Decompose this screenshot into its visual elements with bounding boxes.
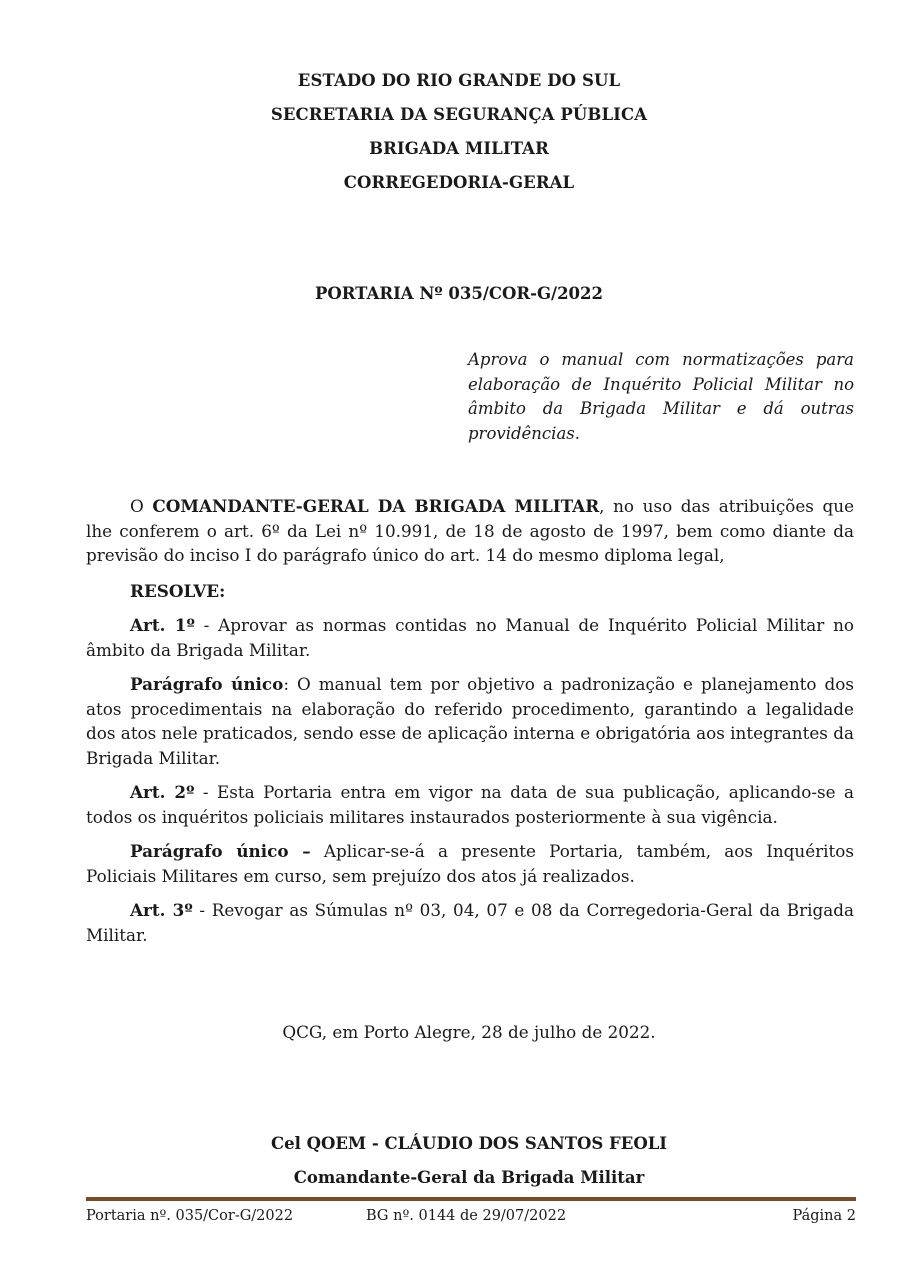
article-text: : O manual tem por objetivo a padronização e planejamento dos atos procedimentais na elaboração do referido procedimento, garantindo a legalidade dos atos nele praticados, sendo esse de aplicação interna e obrigatória aos integrantes da Brigada Militar. [86,674,854,768]
article-text: - Aprovar as normas contidas no Manual de Inquérito Policial Militar no âmbito da Brigada Militar. [86,615,854,660]
letterhead [0,64,918,200]
article-label: Parágrafo único [130,674,284,694]
resolve-paragraph [86,579,854,604]
signature-block [0,1127,918,1195]
preamble-text: , no uso das atribuições que lhe conferem o art. 6º da Lei nº 10.991, de 18 de agosto de 1997, bem como diante da previsão do inciso I do parágrafo único do art. 14 do mesmo diploma legal, [86,496,854,565]
article-paragraph [86,780,854,829]
article-paragraph [86,613,854,662]
article-paragraph [86,898,854,947]
article-label: Art. 2º [130,782,195,802]
signatory-role: Comandante-Geral da Brigada Militar [293,1168,645,1187]
preamble-authority: COMANDANTE-GERAL DA BRIGADA MILITAR [152,496,600,516]
resolve-heading: RESOLVE: [130,580,226,601]
article-paragraph [86,839,854,888]
footer-bulletin-ref: BG nº. 0144 de 29/07/2022 [366,1208,567,1224]
letterhead-organization: BRIGADA MILITAR [369,139,549,158]
signatory-name: Cel QOEM - CLÁUDIO DOS SANTOS FEOLI [270,1134,668,1153]
article-text: - Revogar as Súmulas nº 03, 04, 07 e 08 da Corregedoria-Geral da Brigada Militar. [86,900,855,945]
footer-page-number: Página 2 [792,1208,856,1224]
article-text: - Esta Portaria entra em vigor na data de sua publicação, aplicando-se a todos os inquéritos policiais militares instaurados posteriormente à sua vigência. [86,782,854,827]
document-title: PORTARIA Nº 035/COR-G/2022 [314,284,603,303]
article-label: Art. 3º [130,900,193,920]
preamble-paragraph [86,494,854,568]
footer-document-ref: Portaria nº. 035/Cor-G/2022 [86,1208,294,1224]
footer-divider [86,1197,856,1201]
article-label: Art. 1º [130,615,195,635]
article-text: Aplicar-se-á a presente Portaria, também, aos Inquéritos Policiais Militares em curso, sem prejuízo dos atos já realizados. [86,841,854,886]
article-paragraph [86,672,854,770]
article-label: Parágrafo único – [130,841,311,861]
preamble-lead: O [130,496,153,516]
letterhead-department: CORREGEDORIA-GERAL [343,173,575,192]
date-line: QCG, em Porto Alegre, 28 de julho de 2022. [282,1022,656,1042]
letterhead-secretariat: SECRETARIA DA SEGURANÇA PÚBLICA [270,105,648,124]
letterhead-state: ESTADO DO RIO GRANDE DO SUL [297,71,621,90]
document-body [86,494,854,957]
ementa-summary: Aprova o manual com normatizações para elaboração de Inquérito Policial Militar no âmbito da Brigada Militar e dá outras providências. [468,350,854,443]
